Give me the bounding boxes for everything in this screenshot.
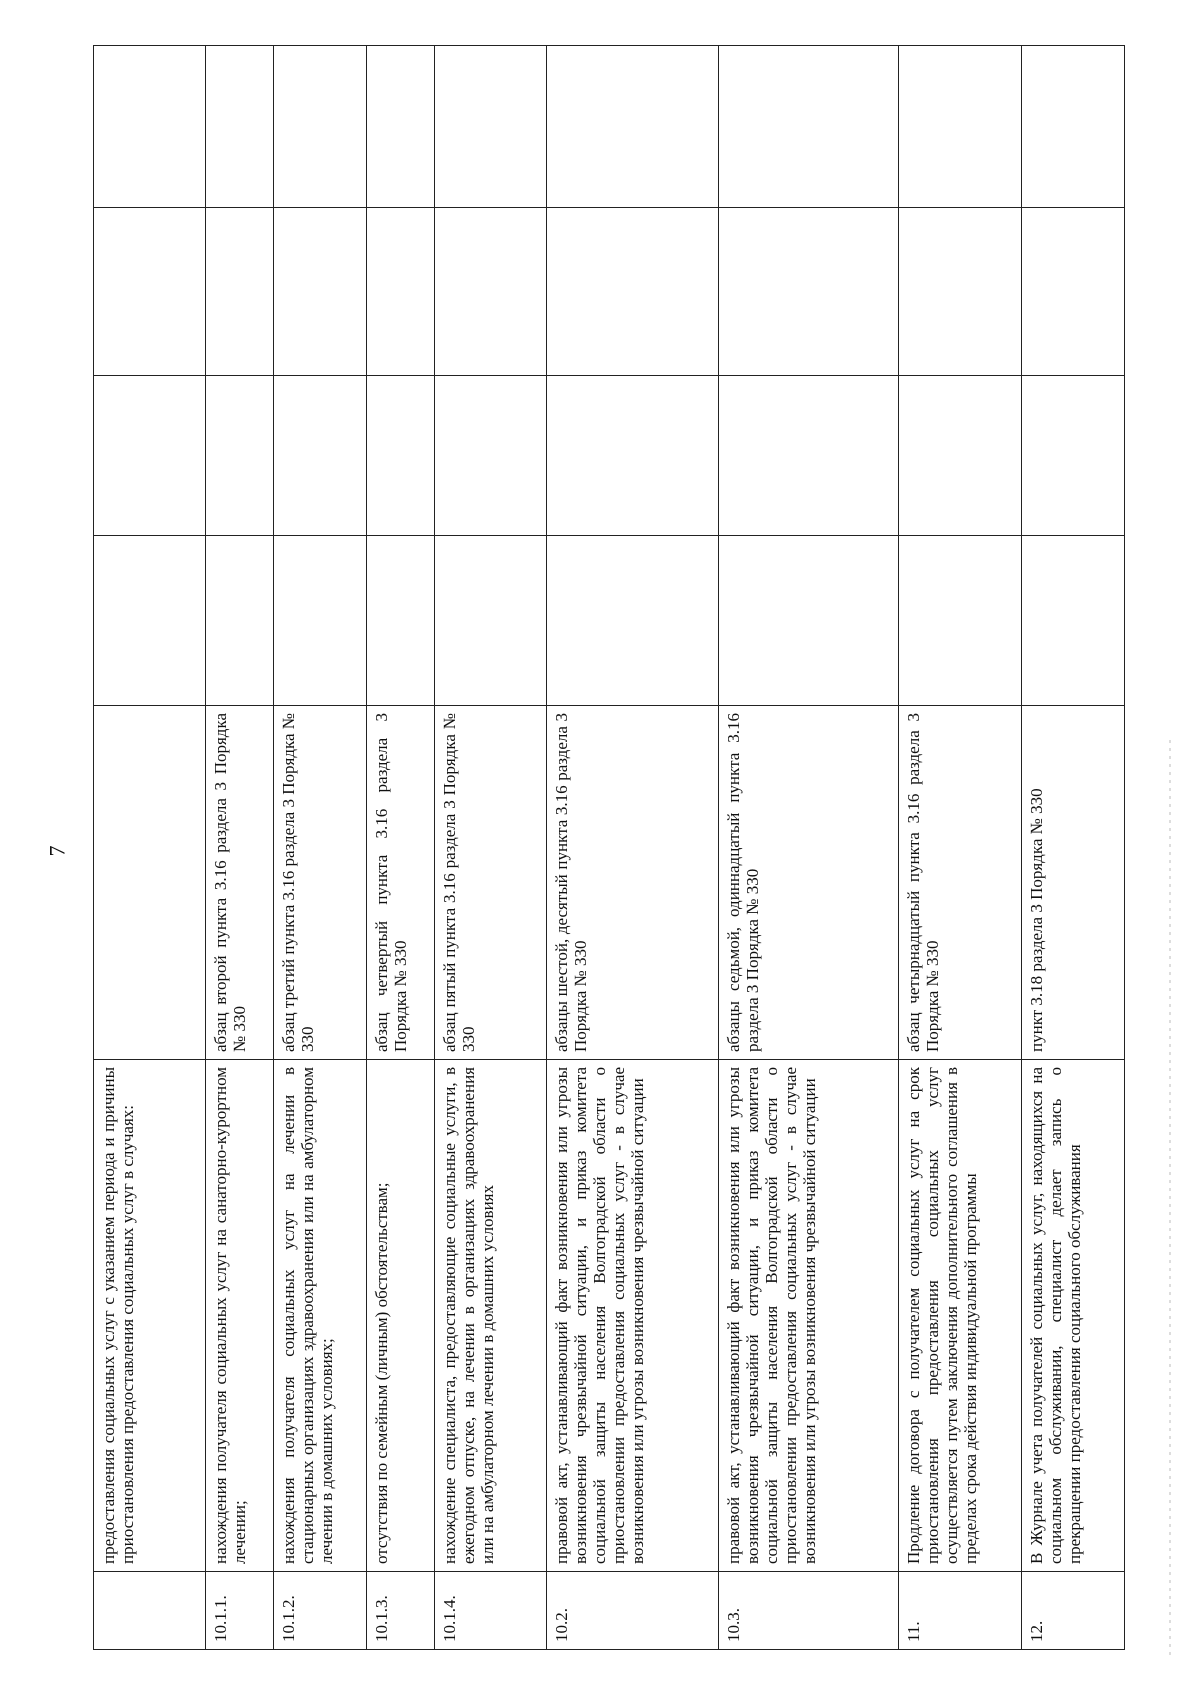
requirements-table — [93, 45, 1125, 1650]
empty-cell — [719, 536, 899, 706]
row-description: отсутствия по семейным (личным) обстоятельствам; — [366, 1060, 435, 1572]
table-row — [94, 46, 206, 1650]
empty-cell — [547, 536, 719, 706]
empty-cell — [205, 46, 274, 208]
empty-cell — [274, 376, 366, 536]
table-row — [435, 46, 547, 1650]
table-row — [366, 46, 435, 1650]
row-number: 12. — [1021, 1572, 1124, 1650]
table-row — [547, 46, 719, 1650]
empty-cell — [435, 208, 547, 376]
row-reference: абзац второй пункта 3.16 раздела 3 Порядка № 330 — [205, 706, 274, 1060]
row-number: 10.1.4. — [435, 1572, 547, 1650]
empty-cell — [547, 208, 719, 376]
empty-cell — [435, 376, 547, 536]
row-reference — [94, 706, 206, 1060]
empty-cell — [366, 208, 435, 376]
row-description: Продление договора с получателем социальных услуг на срок приостановления предоставления социальных услуг осуществляется путем заключения дополнительного соглашения в пределах срока действия индивидуальной программы — [899, 1060, 1021, 1572]
table-row — [1021, 46, 1124, 1650]
empty-cell — [366, 46, 435, 208]
row-reference: абзац четырнадцатый пункта 3.16 раздела 3 Порядка № 330 — [899, 706, 1021, 1060]
empty-cell — [94, 46, 206, 208]
row-description: предоставления социальных услуг с указанием периода и причины приостановления предоставления социальных услуг в случаях: — [94, 1060, 206, 1572]
row-description: нахождения получателя социальных услуг на лечении в стационарных организациях здравоохранения или на амбулаторном лечении в домашних условиях; — [274, 1060, 366, 1572]
row-description: правовой акт, устанавливающий факт возникновения или угрозы возникновения чрезвычайной ситуации, и приказ комитета социальной защиты населения Волгоградской области о приостановлении предоставления социальных услуг - в случае возникновения или угрозы возникновения чрезвычайной ситуации — [719, 1060, 899, 1572]
row-description: нахождение специалиста, предоставляющие социальные услуги, в ежегодном отпуске, на лечении в организациях здравоохранения или на амбулаторном лечении в домашних условиях — [435, 1060, 547, 1572]
table-row — [899, 46, 1021, 1650]
empty-cell — [366, 376, 435, 536]
empty-cell — [899, 376, 1021, 536]
row-number: 10.1.3. — [366, 1572, 435, 1650]
row-description: правовой акт, устанавливающий факт возникновения или угрозы возникновения чрезвычайной ситуации, и приказ комитета социальной защиты населения Волгоградской области о приостановлении предоставления социальных услуг - в случае возникновения или угрозы возникновения чрезвычайной ситуации — [547, 1060, 719, 1572]
rotated-table-container — [93, 46, 1125, 1650]
empty-cell — [205, 208, 274, 376]
row-number: 11. — [899, 1572, 1021, 1650]
empty-cell — [94, 208, 206, 376]
table-row — [719, 46, 899, 1650]
empty-cell — [547, 376, 719, 536]
empty-cell — [366, 536, 435, 706]
empty-cell — [1021, 376, 1124, 536]
empty-cell — [94, 376, 206, 536]
table-row — [205, 46, 274, 1650]
row-reference: абзац пятый пункта 3.16 раздела 3 Порядка № 330 — [435, 706, 547, 1060]
empty-cell — [899, 46, 1021, 208]
row-reference: абзац четвертый пункта 3.16 раздела 3 Порядка № 330 — [366, 706, 435, 1060]
empty-cell — [719, 208, 899, 376]
row-reference: абзац третий пункта 3.16 раздела 3 Порядка № 330 — [274, 706, 366, 1060]
empty-cell — [205, 536, 274, 706]
empty-cell — [435, 46, 547, 208]
empty-cell — [94, 536, 206, 706]
empty-cell — [274, 46, 366, 208]
empty-cell — [1021, 208, 1124, 376]
empty-cell — [1021, 46, 1124, 208]
row-reference: пункт 3.18 раздела 3 Порядка № 330 — [1021, 706, 1124, 1060]
empty-cell — [274, 208, 366, 376]
row-number — [94, 1572, 206, 1650]
empty-cell — [547, 46, 719, 208]
empty-cell — [205, 376, 274, 536]
row-number: 10.1.1. — [205, 1572, 274, 1650]
empty-cell — [1021, 536, 1124, 706]
empty-cell — [719, 46, 899, 208]
row-description: В Журнале учета получателей социальных услуг, находящихся на социальном обслуживании, специалист делает запись о прекращении предоставления социального обслуживания — [1021, 1060, 1124, 1572]
empty-cell — [719, 376, 899, 536]
empty-cell — [899, 536, 1021, 706]
page-number: 7 — [44, 845, 70, 857]
row-number: 10.1.2. — [274, 1572, 366, 1650]
row-number: 10.2. — [547, 1572, 719, 1650]
row-number: 10.3. — [719, 1572, 899, 1650]
row-reference: абзацы седьмой, одиннадцатый пункта 3.16 раздела 3 Порядка № 330 — [719, 706, 899, 1060]
scan-edge-artifact — [1169, 740, 1171, 1660]
empty-cell — [435, 536, 547, 706]
row-description: нахождения получателя социальных услуг на санаторно-курортном лечении; — [205, 1060, 274, 1572]
row-reference: абзацы шестой, десятый пункта 3.16 раздела 3 Порядка № 330 — [547, 706, 719, 1060]
empty-cell — [899, 208, 1021, 376]
table-row — [274, 46, 366, 1650]
empty-cell — [274, 536, 366, 706]
